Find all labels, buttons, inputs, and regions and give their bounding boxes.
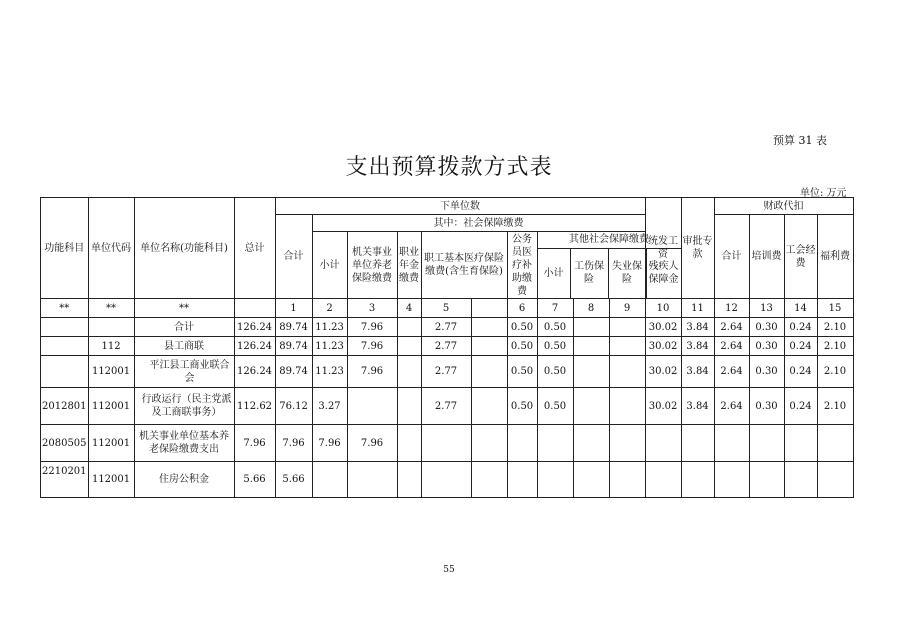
cell-name: 行政运行（民主党派及工商联事务） <box>134 388 234 425</box>
cell-c13: 0.30 <box>749 388 784 425</box>
cell-c11 <box>681 425 714 462</box>
cell-c8 <box>573 318 609 337</box>
header-other-ss: 其他社会保障缴费 <box>538 232 681 248</box>
cell-c3: 7.96 <box>347 425 397 462</box>
cell-c2: 3.27 <box>312 388 347 425</box>
cell-c2: 11.23 <box>312 337 347 356</box>
index-cell: 3 <box>347 299 397 318</box>
index-cell: 4 <box>397 299 421 318</box>
cell-c8 <box>573 388 609 425</box>
cell-c5: 2.77 <box>421 337 471 356</box>
cell-c14 <box>784 462 817 498</box>
index-cell <box>471 299 507 318</box>
cell-c5b <box>471 462 507 498</box>
header-injury: 工伤保险 <box>570 248 608 298</box>
cell-total: 126.24 <box>234 356 275 388</box>
cell-total: 126.24 <box>234 318 275 337</box>
cell-func <box>41 318 89 337</box>
cell-c7: 0.50 <box>537 337 573 356</box>
cell-c11: 3.84 <box>681 356 714 388</box>
header-salary: 统发工资 <box>645 198 681 299</box>
cell-c11: 3.84 <box>681 318 714 337</box>
cell-c10: 30.02 <box>645 337 681 356</box>
header-disabled: 残疾人保障金 <box>648 261 679 286</box>
cell-c5b <box>471 318 507 337</box>
cell-c4 <box>397 462 421 498</box>
cell-c8 <box>573 462 609 498</box>
cell-c8 <box>573 337 609 356</box>
page-number: 55 <box>443 565 455 575</box>
header-civil-medical: 公务员医疗补助缴费 <box>507 232 537 299</box>
budget-table <box>40 197 854 498</box>
header-subtotal-total: 合计 <box>275 215 312 299</box>
page-title: 支出预算拨款方式表 <box>345 155 553 180</box>
cell-c13: 0.30 <box>749 356 784 388</box>
cell-c5 <box>421 462 471 498</box>
cell-c3 <box>347 388 397 425</box>
cell-c13: 0.30 <box>749 337 784 356</box>
cell-c1: 89.74 <box>275 356 312 388</box>
header-of-which-ss: 其中：社会保障缴费 <box>312 215 645 232</box>
cell-c4 <box>397 425 421 462</box>
header-other-subtotal: 小计 <box>538 248 571 298</box>
cell-c15: 2.10 <box>817 388 853 425</box>
cell-name: 合计 <box>134 318 234 337</box>
header-union: 工会经费 <box>784 215 817 299</box>
cell-c15 <box>817 462 853 498</box>
cell-code: 112001 <box>88 388 134 425</box>
index-cell: ** <box>88 299 134 318</box>
cell-func <box>41 356 89 388</box>
cell-c11: 3.84 <box>681 337 714 356</box>
index-cell: 1 <box>275 299 312 318</box>
cell-func: 2210201 <box>41 462 89 498</box>
cell-c2 <box>312 462 347 498</box>
cell-name: 县工商联 <box>134 337 234 356</box>
cell-c12: 2.64 <box>714 337 749 356</box>
cell-c2: 11.23 <box>312 318 347 337</box>
header-lower-unit: 下单位数 <box>275 198 645 215</box>
index-cell: ** <box>41 299 89 318</box>
cell-c10 <box>645 425 681 462</box>
cell-c14: 0.24 <box>784 356 817 388</box>
cell-c10: 30.02 <box>645 356 681 388</box>
table-row <box>41 425 854 462</box>
cell-c5b <box>471 425 507 462</box>
cell-c13: 0.30 <box>749 318 784 337</box>
header-total: 总计 <box>234 198 275 299</box>
header-fiscal: 财政代扣 <box>714 198 853 215</box>
header-func-subject: 功能科目 <box>41 198 89 299</box>
index-cell: 8 <box>573 299 609 318</box>
header-training: 培训费 <box>749 215 784 299</box>
cell-total: 7.96 <box>234 425 275 462</box>
cell-name: 平江县工商业联合会 <box>134 356 234 388</box>
cell-c8 <box>573 356 609 388</box>
cell-c3: 7.96 <box>347 318 397 337</box>
cell-c1: 7.96 <box>275 425 312 462</box>
index-cell: 6 <box>507 299 537 318</box>
cell-c6: 0.50 <box>507 356 537 388</box>
index-row <box>41 299 854 318</box>
cell-c15: 2.10 <box>817 356 853 388</box>
header-unit-code: 单位代码 <box>88 198 134 299</box>
index-cell: 12 <box>714 299 749 318</box>
index-cell: 9 <box>609 299 645 318</box>
cell-c10 <box>645 462 681 498</box>
cell-c7: 0.50 <box>537 318 573 337</box>
cell-c5 <box>421 425 471 462</box>
cell-c3: 7.96 <box>347 337 397 356</box>
cell-c15: 2.10 <box>817 337 853 356</box>
cell-c2: 11.23 <box>312 356 347 388</box>
cell-func: 2080505 <box>41 425 89 462</box>
cell-c4 <box>397 388 421 425</box>
cell-c1: 89.74 <box>275 337 312 356</box>
cell-c14 <box>784 425 817 462</box>
cell-c13 <box>749 462 784 498</box>
header-unit-name: 单位名称(功能科目) <box>134 198 234 299</box>
cell-c6 <box>507 425 537 462</box>
cell-code: 112 <box>88 337 134 356</box>
index-cell: 7 <box>537 299 573 318</box>
index-cell: ** <box>134 299 234 318</box>
cell-c6 <box>507 462 537 498</box>
cell-c9 <box>609 388 645 425</box>
table-row <box>41 318 854 337</box>
header-fiscal-total: 合计 <box>714 215 749 299</box>
index-cell: 11 <box>681 299 714 318</box>
cell-c12 <box>714 462 749 498</box>
cell-c1: 5.66 <box>275 462 312 498</box>
cell-c4 <box>397 356 421 388</box>
cell-c7 <box>537 425 573 462</box>
table-row <box>41 462 854 498</box>
unit-label: 单位: 万元 <box>800 188 847 199</box>
cell-c5: 2.77 <box>421 388 471 425</box>
cell-c10: 30.02 <box>645 388 681 425</box>
cell-code: 112001 <box>88 425 134 462</box>
cell-c9 <box>609 337 645 356</box>
table-number: 预算 31 表 <box>773 134 827 147</box>
cell-total: 5.66 <box>234 462 275 498</box>
cell-c12 <box>714 425 749 462</box>
cell-func <box>41 337 89 356</box>
cell-total: 126.24 <box>234 337 275 356</box>
cell-c14: 0.24 <box>784 318 817 337</box>
cell-c9 <box>609 356 645 388</box>
header-medical: 职工基本医疗保险缴费(含生育保险) <box>421 232 507 299</box>
cell-c8 <box>573 425 609 462</box>
cell-c6: 0.50 <box>507 337 537 356</box>
cell-c15: 2.10 <box>817 318 853 337</box>
table-row <box>41 356 854 388</box>
cell-c14: 0.24 <box>784 388 817 425</box>
cell-c5b <box>471 388 507 425</box>
cell-c6: 0.50 <box>507 388 537 425</box>
index-cell: 13 <box>749 299 784 318</box>
header-approval: 审批专款 <box>681 198 714 299</box>
cell-c9 <box>609 318 645 337</box>
cell-c7: 0.50 <box>537 388 573 425</box>
cell-c11 <box>681 462 714 498</box>
cell-c12: 2.64 <box>714 388 749 425</box>
header-unemployment: 失业保险 <box>608 248 646 298</box>
cell-c3: 7.96 <box>347 356 397 388</box>
cell-c9 <box>609 462 645 498</box>
cell-c1: 89.74 <box>275 318 312 337</box>
cell-c4 <box>397 318 421 337</box>
cell-c2: 7.96 <box>312 425 347 462</box>
cell-c10: 30.02 <box>645 318 681 337</box>
index-cell: 14 <box>784 299 817 318</box>
header-welfare: 福利费 <box>817 215 853 299</box>
cell-name: 机关事业单位基本养老保险缴费支出 <box>134 425 234 462</box>
cell-c11: 3.84 <box>681 388 714 425</box>
cell-code <box>88 318 134 337</box>
table-row <box>41 388 854 425</box>
table-row <box>41 337 854 356</box>
cell-c15 <box>817 425 853 462</box>
cell-c7: 0.50 <box>537 356 573 388</box>
cell-c5b <box>471 356 507 388</box>
index-cell: 5 <box>421 299 471 318</box>
cell-c9 <box>609 425 645 462</box>
cell-c3 <box>347 462 397 498</box>
header-occupational: 职业年金缴费 <box>397 232 421 299</box>
cell-name: 住房公积金 <box>134 462 234 498</box>
index-cell: 10 <box>645 299 681 318</box>
cell-c5b <box>471 337 507 356</box>
cell-code: 112001 <box>88 356 134 388</box>
cell-c5: 2.77 <box>421 318 471 337</box>
index-cell <box>234 299 275 318</box>
cell-c7 <box>537 462 573 498</box>
header-pension: 机关事业单位养老保险缴费 <box>347 232 397 299</box>
cell-c14: 0.24 <box>784 337 817 356</box>
cell-c6: 0.50 <box>507 318 537 337</box>
cell-code: 112001 <box>88 462 134 498</box>
cell-func: 2012801 <box>41 388 89 425</box>
cell-c5: 2.77 <box>421 356 471 388</box>
index-cell: 2 <box>312 299 347 318</box>
index-cell: 15 <box>817 299 853 318</box>
cell-c12: 2.64 <box>714 318 749 337</box>
cell-c12: 2.64 <box>714 356 749 388</box>
cell-c13 <box>749 425 784 462</box>
header-ss-subtotal: 小计 <box>312 232 347 299</box>
cell-total: 112.62 <box>234 388 275 425</box>
cell-c1: 76.12 <box>275 388 312 425</box>
cell-c4 <box>397 337 421 356</box>
